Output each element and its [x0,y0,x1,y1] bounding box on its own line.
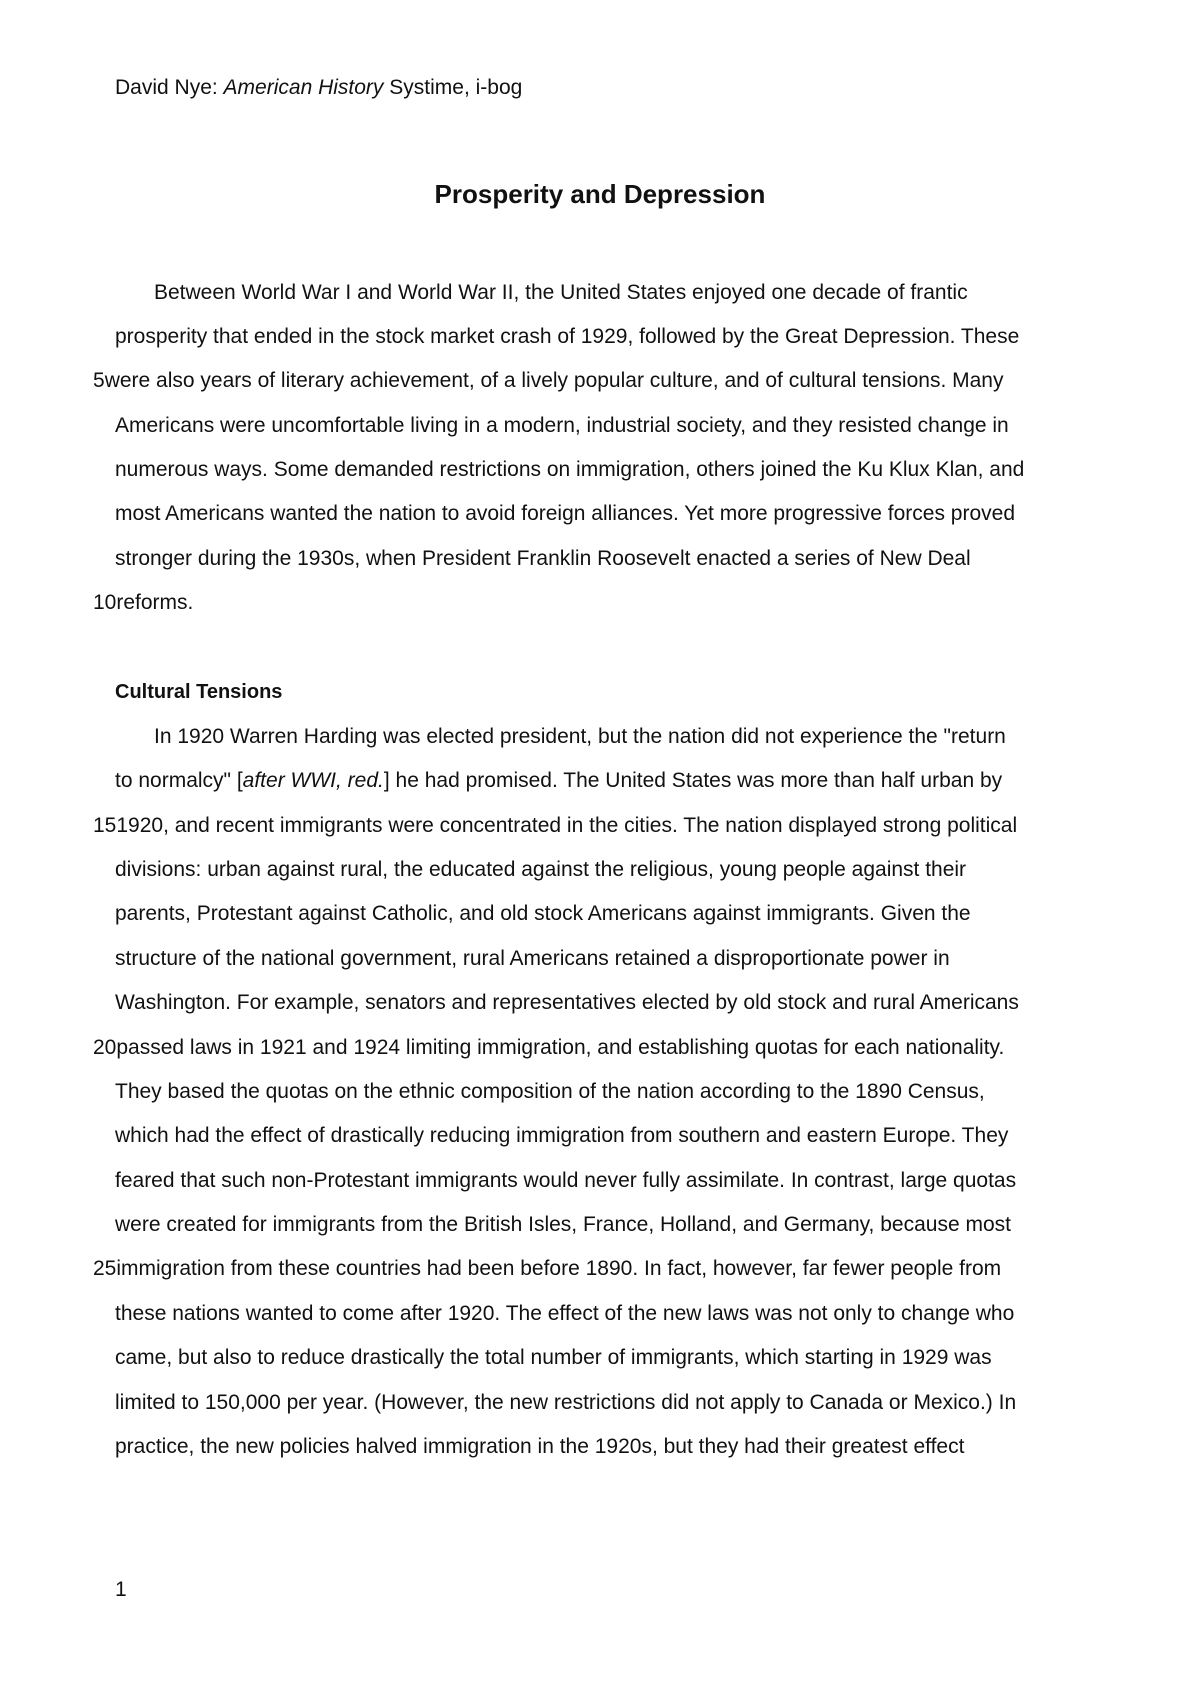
line-number: 25 [93,1257,117,1280]
section-line-3: 151920, and recent immigrants were concentrated in the cities. The nation displayed strong political [93,814,1018,837]
intro-line-8: 10reforms. [93,591,194,614]
section-line-14: these nations wanted to come after 1920. The effect of the new laws was not only to change who [115,1302,1015,1325]
section-line-10: which had the effect of drastically reducing immigration from southern and eastern Europe. They [115,1124,1009,1147]
section-line-2: to normalcy" [after WWI, red.] he had promised. The United States was more than half urban by [115,769,1003,792]
header-author: David Nye: [115,76,218,99]
intro-line-5: numerous ways. Some demanded restrictions on immigration, others joined the Ku Klux Klan, and [115,458,1025,481]
page-title: Prosperity and Depression [434,179,766,209]
section-line-1: In 1920 Warren Harding was elected president, but the nation did not experience the "return [154,725,1006,748]
section-line-5: parents, Protestant against Catholic, and old stock Americans against immigrants. Given the [115,902,971,925]
running-header [115,74,522,102]
section-heading: Cultural Tensions [115,681,283,703]
page-number: 1 [115,1578,127,1601]
section-line-4: divisions: urban against rural, the educated against the religious, young people against their [115,858,967,881]
intro-line-2: prosperity that ended in the stock market crash of 1929, followed by the Great Depression. These [115,325,1020,348]
section-line-11: feared that such non-Protestant immigrants would never fully assimilate. In contrast, large quotas [115,1169,1017,1192]
section-line-7: Washington. For example, senators and representatives elected by old stock and rural Americans [115,991,1019,1014]
editor-note: after WWI, red. [242,769,384,792]
section-line-13: 25immigration from these countries had been before 1890. In fact, however, far fewer people from [93,1257,1002,1280]
intro-line-3: 5were also years of literary achievement, of a lively popular culture, and of cultural tensions. Many [93,369,1004,392]
intro-line-4: Americans were uncomfortable living in a modern, industrial society, and they resisted change in [115,414,1009,437]
section-line-15: came, but also to reduce drastically the total number of immigrants, which starting in 1929 was [115,1346,992,1369]
line-number: 15 [93,814,117,837]
section-line-16: limited to 150,000 per year. (However, the new restrictions did not apply to Canada or Mexico.) In [115,1391,1017,1414]
line-number: 10 [93,591,117,614]
line-number: 5 [93,369,105,392]
intro-line-1: Between World War I and World War II, the United States enjoyed one decade of frantic [154,281,968,304]
section-line-8: 20passed laws in 1921 and 1924 limiting immigration, and establishing quotas for each nationality. [93,1036,1005,1059]
section-line-6: structure of the national government, rural Americans retained a disproportionate power in [115,947,950,970]
header-publisher: Systime, i-bog [389,76,523,99]
section-line-9: They based the quotas on the ethnic composition of the nation according to the 1890 Census, [115,1080,985,1103]
section-line-17: practice, the new policies halved immigration in the 1920s, but they had their greatest effect [115,1435,965,1458]
intro-line-7: stronger during the 1930s, when President Franklin Roosevelt enacted a series of New Deal [115,547,971,570]
line-number: 20 [93,1036,117,1059]
header-book-title: American History [223,76,384,99]
section-line-12: were created for immigrants from the British Isles, France, Holland, and Germany, because most [115,1213,1011,1236]
intro-line-6: most Americans wanted the nation to avoid foreign alliances. Yet more progressive forces proved [115,502,1015,525]
